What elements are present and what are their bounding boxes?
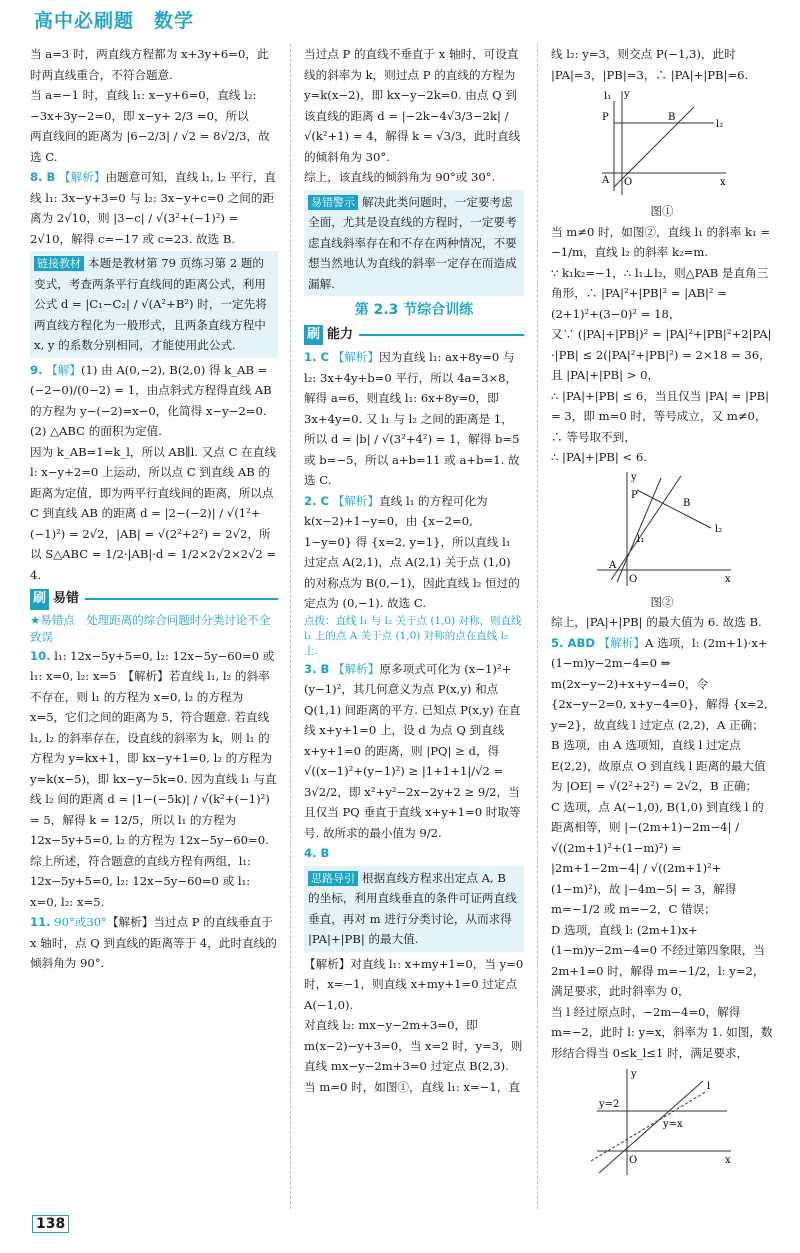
answer-tag: 90°或30° bbox=[54, 915, 107, 929]
paragraph: 当 a=3 时，两直线方程都为 x+3y+6=0，此时两直线重合，不符合题意. bbox=[30, 47, 269, 82]
paragraph: 综上，该直线的倾斜角为 90°或 30°. bbox=[304, 170, 496, 184]
answer-number: 1. C bbox=[304, 350, 330, 364]
column-divider bbox=[537, 44, 538, 1209]
note-box bbox=[304, 866, 524, 952]
figure-2-label: l₂ bbox=[715, 523, 723, 535]
answer-text: (1) 由 A(0,−2), B(2,0) 得 k_AB = (−2−0)/(0−2) = 1，由点斜式方程得直线 AB 的方程为 y−(−2)=x−0，化简得 x−y−2=0. bbox=[30, 362, 272, 418]
section-bar bbox=[30, 589, 278, 610]
paragraph: 综上，|PA|+|PB| 的最大值为 6. 故选 B. bbox=[551, 615, 762, 629]
figure-1-label: O bbox=[624, 177, 633, 188]
paragraph: 当过点 P 的直线不垂直于 x 轴时，可设直线的斜率为 k，则过点 P 的直线的方程为 y=k(x−2)，即 kx−y−2k=0. 由点 Q 到该直线的距离 d = |−2k−4√3/3−2k| / √(k²+1) = 4，解得 k = √3/3，此时直线的倾斜角为 30°. bbox=[304, 47, 521, 164]
figure-2-label: B bbox=[683, 497, 691, 509]
paragraph: 当 a=−1 时，直线 l₁: x−y+6=0，直线 l₂: −3x+3y−2=0，即 x−y+ 2/3 =0，所以 bbox=[30, 88, 257, 123]
answer-number: 10. bbox=[30, 648, 51, 663]
answer-text: l₁: 12x−5y+5=0, l₂: 12x−5y−60=0 或 l₁: x=0, l₂: x=5 【解析】若直线 l₁, l₂ 的斜率不存在，则 l₁ 的方程为 x=0, l₂ 的方程为 x=5，它们之间的距离为 5，符合题意. 若直线 l₁, l₂ 的斜率存在，设直线的斜率为 k，则 l₁ 的方程为 y=kx+1，即 kx−y+1=0, l₂ 的方程为 y=k(x−5)，即 kx−y−5k=0. 因为直线 l₁ 与直线 l₂ 间的距离 d = |1−(−5k)| / √(k²+(−1)²) = 5，解得 k = 12/5，所以 l₁ 的方程为 12x−5y+5=0, l₂ 的方程为 12x−5y−60=0. 综上所述，符合题意的直线方程有两组，l₁: 12x−5y+5=0, l₂: 12x−5y−60=0 或 l₁: x=0, l₂: x=5. bbox=[30, 648, 277, 909]
figure-3-label: x bbox=[725, 1155, 731, 1166]
paragraph: 【解析】对直线 l₁: x+my+1=0，当 y=0 时，x=−1，则直线 x+my+1=0 过定点 A(−1,0). bbox=[304, 956, 524, 1012]
note-text: 根据直线方程求出定点 A, B 的坐标，利用直线垂直的条件可证两直线垂直，再对 m 进行分类讨论，从而求得 |PA|+|PB| 的最大值. bbox=[308, 870, 517, 946]
figure-2 bbox=[551, 470, 773, 613]
answer-item bbox=[30, 167, 278, 249]
note-text: 解决此类问题时，一定要考虑全面，尤其是设直线的方程时，一定要考虑直线斜率存在和不存在两种情况，不要想当然地认为直线的斜率一定存在而造成漏解. bbox=[308, 194, 517, 291]
figure-1 bbox=[551, 87, 773, 222]
section-title: 第 2.3 节综合训练 bbox=[354, 302, 474, 318]
section-rule bbox=[359, 334, 524, 336]
answer-item bbox=[304, 347, 524, 491]
paragraph: 两直线间的距离为 |6−2/3| / √2 = 8√2/3，故选 C. bbox=[30, 129, 270, 164]
paragraph: 又∵ (|PA|+|PB|)² = |PA|²+|PB|²+2|PA|·|PB| ≤ 2(|PA|²+|PB|²) = 2×18 = 36，且 |PA|+|PB| > 0， bbox=[551, 327, 772, 382]
answer-tag: 【解析】 bbox=[332, 350, 380, 364]
figure-3-diagram bbox=[587, 1065, 737, 1177]
answer-text: 【解析】当过点 P 的直线垂直于 x 轴时，点 Q 到直线的距离等于 4，此时直线的倾斜角为 90°. bbox=[30, 915, 277, 970]
page-number: 138 bbox=[32, 1215, 69, 1233]
paragraph: 当 l 经过原点时，−2m−4=0，解得 m=−2，此时 l: y=x，斜率为 1. 如图，数形结合得当 0≤k_l≤1 时，满足要求， bbox=[551, 1004, 773, 1060]
answer-tag: 【解析】 bbox=[59, 170, 106, 184]
figure-2-diagram bbox=[587, 470, 737, 590]
figure-3 bbox=[551, 1065, 773, 1177]
figure-2-label: y bbox=[631, 471, 637, 483]
paragraph: D 选项，直线 l: (2m+1)x+(1−m)y−2m−4=0 不经过第四象限，当 2m+1=0 时，解得 m=−1/2，l: y=2，满足要求，此时斜率为 0， bbox=[551, 922, 765, 998]
paragraph: 当 m≠0 时，如图②，直线 l₁ 的斜率 k₁ = −1/m，直线 l₂ 的斜率 k₂=m. bbox=[551, 224, 771, 259]
hint-note: 点拨：直线 l₁ 与 l₂ 关于点 (1,0) 对称，则直线 l₁ 上的点 A 关于点 (1,0) 对称的点在直线 l₂ 上. bbox=[304, 614, 522, 657]
answer-text: 原多项式可化为 (x−1)²+(y−1)²，其几何意义为点 P(x,y) 和点 Q(1,1) 间距离的平方. 已知点 P(x,y) 在直线 x+y+1=0 上，设 d 为点 Q 到直线 x+y+1=0 的距离，则 |PQ| ≥ d，得 √((x−1)²+(y−1)²) ≥ |1+1+1|/√2 = 3√2/2，即 x²+y²−2x−2y+2 ≥ 9/2，当且仅当 PQ 垂直于直线 x+y+1=0 时取等号. 故所求的最小值为 9/2. bbox=[304, 661, 521, 840]
column-left bbox=[30, 44, 278, 1212]
figure-2-label: A bbox=[609, 559, 617, 571]
figure-3-label: O bbox=[629, 1155, 638, 1166]
answer-number: 11. bbox=[30, 915, 51, 929]
section-badge: 刷 bbox=[304, 325, 323, 346]
answer-text: A 选项，l: (2m+1)·x+(1−m)y−2m−4=0 ⇒ m(2x−y−2)+x+y−4=0，令 {2x−y−2=0, x+y−4=0}，解得 {x=2, y=2}，故直线 l 过定点 (2,2)，A 正确； bbox=[551, 635, 768, 732]
figure-1-label: A bbox=[602, 175, 610, 186]
figure-1-label: B bbox=[668, 112, 676, 123]
figure-1-diagram bbox=[592, 87, 732, 199]
paragraph: ∴ |PA|+|PB| < 6. bbox=[551, 450, 647, 464]
note-box bbox=[304, 190, 524, 297]
answer-text: 因为直线 l₁: ax+8y=0 与 l₂: 3x+4y+b=0 平行，所以 4a=3×8，解得 a=6，则直线 l₁: 6x+8y=0，即 3x+4y=0. 又 l₁ 与 l₂ 之间的距离是 1，所以 d = |b| / √(3²+4²) = 1，解得 b=5 或 b=−5，所以 a+b=11 或 a+b=1. 故选 C. bbox=[304, 350, 520, 487]
answer-item bbox=[30, 646, 278, 913]
note-text: 本题是教材第 79 页练习第 2 题的变式，考查两条平行直线间的距离公式，利用公式 d = |C₁−C₂| / √(A²+B²) 时，一定先将两直线方程化为一般形式，且两条直线方程中 x, y 的系数分别相同，才能使用此公式. bbox=[34, 256, 267, 352]
answer-tag: 【解】 bbox=[46, 362, 81, 377]
section-rule bbox=[85, 598, 278, 600]
paragraph: C 选项，点 A(−1,0), B(1,0) 到直线 l 的距离相等，则 |−(2m+1)−2m−4| / √((2m+1)²+(1−m)²) = |2m+1−2m−4| / √((2m+1)²+(1−m)²)，故 |−4m−5| = 3，解得 m=−1/2 或 m=−2，C 错误； bbox=[551, 799, 764, 916]
figure-3-label: y=x bbox=[663, 1119, 683, 1130]
answer-tag: 【解析】 bbox=[598, 635, 646, 650]
answer-item bbox=[304, 843, 524, 864]
paragraph: ∴ |PA|+|PB| ≤ 6，当且仅当 |PA| = |PB| = 3，即 m=0 时，等号成立，又 m≠0，∴ 等号取不到， bbox=[551, 388, 770, 444]
answer-number: 2. C bbox=[304, 493, 330, 508]
answer-item bbox=[551, 633, 773, 736]
paragraph: B 选项，由 A 选项知，直线 l 过定点 E(2,2)，故原点 O 到直线 l 距离的最大值为 |OE| = √(2²+2²) = 2√2，B 正确； bbox=[551, 738, 766, 793]
section-badge: 刷 bbox=[30, 589, 49, 610]
paragraph: 对直线 l₂: mx−y−2m+3=0，即 m(x−2)−y+3=0，当 x=2 时，y=3，则直线 mx−y−2m+3=0 过定点 B(2,3). bbox=[304, 1018, 523, 1073]
column-right bbox=[551, 44, 773, 1212]
page-title: 高中必刷题 数学 bbox=[34, 10, 195, 32]
paragraph: ∵ k₁k₂=−1，∴ l₁⊥l₂，则△PAB 是直角三角形，∴ |PA|²+|PB|² = |AB|² = (2+1)²+(3−0)² = 18， bbox=[551, 265, 769, 321]
answer-tag: 【解析】 bbox=[332, 493, 380, 508]
answer-number: 9. bbox=[30, 362, 43, 377]
figure-2-label: x bbox=[725, 573, 731, 585]
section-label: 能力 bbox=[327, 326, 354, 342]
answer-number: 5. ABD bbox=[551, 635, 595, 650]
answer-item bbox=[30, 912, 278, 974]
answer-number: 4. B bbox=[304, 846, 330, 860]
answer-text: 直线 l₁ 的方程可化为 k(x−2)+1−y=0，由 {x−2=0, 1−y=0} 得 {x=2, y=1}，所以直线 l₁ 过定点 A(2,1)，点 A(2,1) 关于点 (1,0) 的对称点为 B(0,−1)，因此直线 l₂ 恒过的定点为 (0,−1). 故选 C. bbox=[304, 493, 520, 610]
figure-3-label: y bbox=[631, 1069, 637, 1080]
answer-item bbox=[30, 360, 278, 422]
figure-2-label: P bbox=[631, 489, 638, 501]
paragraph: 当 m=0 时，如图①，直线 l₁: x=−1，直 bbox=[304, 1079, 520, 1094]
figure-3-label: l bbox=[707, 1081, 711, 1092]
figure-1-label: l₂ bbox=[716, 119, 724, 130]
figure-2-caption: 图② bbox=[650, 594, 674, 609]
note-tag: 思路导引 bbox=[308, 871, 358, 886]
column-middle bbox=[304, 44, 524, 1212]
figure-1-label: l₁ bbox=[604, 91, 612, 102]
answer-item bbox=[304, 659, 524, 844]
note-tag: 链接教材 bbox=[34, 256, 84, 271]
section-label: 易错 bbox=[53, 591, 80, 606]
figure-2-label: l₁ bbox=[637, 533, 645, 545]
figure-3-label: y=2 bbox=[599, 1099, 620, 1110]
column-divider bbox=[290, 44, 291, 1209]
paragraph: 线 l₂: y=3，则交点 P(−1,3)，此时 |PA|=3，|PB|=3，∴ |PA|+|PB|=6. bbox=[551, 47, 749, 82]
answer-tag: 【解析】 bbox=[333, 661, 380, 676]
figure-2-label: O bbox=[629, 573, 638, 585]
paragraph: 因为 k_AB=1=k_l，所以 AB∥l. 又点 C 在直线 l: x−y+2=0 上运动，所以点 C 到直线 AB 的距离为定值，即为两平行直线间的距离，所以点 C 到直线 AB 的距离 d = |2−(−2)| / √(1²+(−1)²) = 2√2，|AB| = √(2²+2²) = 2√2，所以 S△ABC = 1/2·|AB|·d = 1/2×2√2×2√2 = 4. bbox=[30, 444, 277, 582]
section-bar bbox=[304, 325, 524, 346]
mistake-point-heading: ★易错点 处理距离的综合问题时分类讨论不全致误 bbox=[30, 612, 271, 644]
answer-text: 由题意可知，直线 l₁, l₂ 平行，直线 l₁: 3x−y+3=0 与 l₂: 3x−y+c=0 之间的距离为 2√10，则 |3−c| / √(3²+(−1)²) = 2√10，解得 c=−17 或 c=23. 故选 B. bbox=[30, 170, 277, 246]
answer-number: 3. B bbox=[304, 661, 330, 676]
note-box bbox=[30, 251, 278, 358]
figure-1-label: y bbox=[624, 89, 630, 100]
answer-number: 8. B bbox=[30, 170, 56, 184]
figure-1-label: x bbox=[720, 177, 726, 188]
figure-1-label: P bbox=[602, 112, 609, 123]
page-header bbox=[0, 0, 800, 40]
paragraph: (2) △ABC 的面积为定值. bbox=[30, 424, 162, 438]
answer-item bbox=[304, 491, 524, 614]
figure-1-caption: 图① bbox=[650, 204, 674, 218]
note-tag: 易错警示 bbox=[308, 195, 358, 210]
